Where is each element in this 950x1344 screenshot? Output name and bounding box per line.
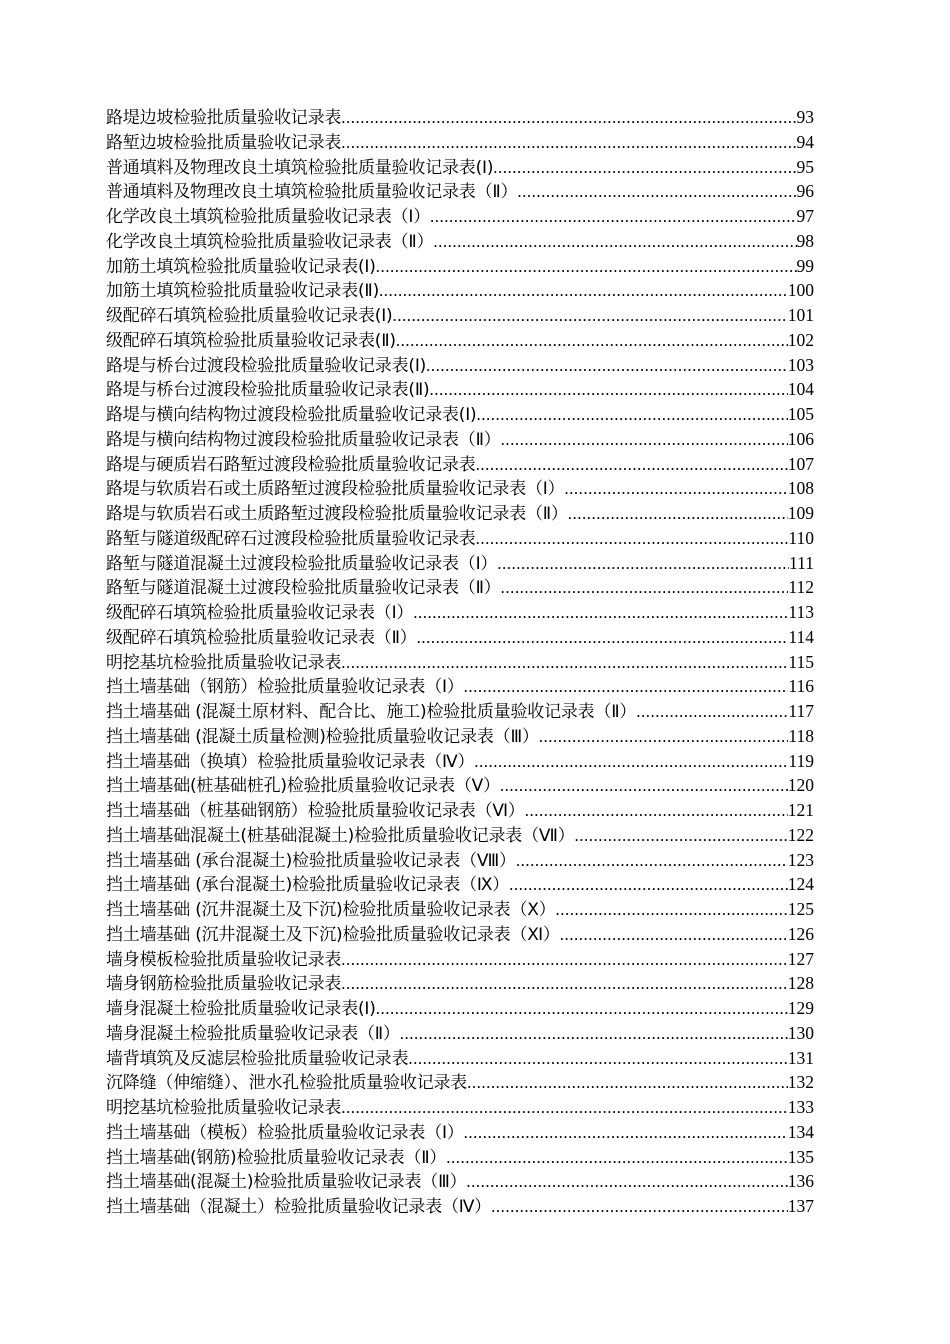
toc-entry-title: 挡土墙基础（混凝土）检验批质量验收记录表（Ⅳ）: [106, 1197, 492, 1217]
toc-entry-page-number: 104: [787, 379, 814, 400]
toc-entry-title: 级配碎石填筑检验批质量验收记录表（Ⅰ）: [106, 603, 414, 623]
toc-entry-title: 化学改良土填筑检验批质量验收记录表（Ⅱ）: [106, 231, 434, 252]
toc-entry-title: 墙身混凝土检验批质量验收记录表（Ⅱ）: [106, 1023, 400, 1044]
toc-entry-title: 明挖基坑检验批质量验收记录表: [106, 652, 342, 673]
toc-dot-leader: [491, 1195, 788, 1220]
toc-entry[interactable]: [106, 155, 814, 180]
toc-entry-page-number: 101: [787, 305, 814, 325]
toc-dot-leader: [413, 601, 788, 626]
toc-dot-leader: [400, 1022, 788, 1047]
toc-dot-leader: [446, 1146, 788, 1171]
toc-dot-leader: [341, 972, 788, 997]
toc-entry[interactable]: [106, 328, 814, 353]
toc-entry-page-number: 121: [787, 800, 814, 820]
toc-entry-page-number: 110: [788, 527, 814, 548]
toc-dot-leader: [525, 799, 788, 824]
toc-dot-leader: [500, 774, 788, 799]
toc-entry-title: 挡土墙基础混凝土(桩基础混凝土)检验批质量验收记录表（Ⅶ）: [106, 825, 575, 846]
toc-entry-title: 挡土墙基础 (沉井混凝土及下沉)检验批质量验收记录表（Ⅺ）: [106, 924, 560, 945]
toc-entry-title: 级配碎石填筑检验批质量验收记录表(Ⅰ): [106, 306, 393, 326]
toc-entry[interactable]: [106, 1145, 814, 1170]
toc-entry-page-number: 111: [789, 552, 814, 573]
toc-entry[interactable]: [106, 1070, 814, 1095]
toc-entry-title: 级配碎石填筑检验批质量验收记录表（Ⅱ）: [106, 627, 417, 648]
toc-dot-leader: [341, 106, 796, 131]
toc-dot-leader: [408, 1047, 787, 1072]
toc-entry-page-number: 127: [787, 948, 814, 969]
toc-dot-leader: [493, 156, 796, 181]
toc-dot-leader: [433, 230, 796, 255]
toc-entry-title: 路堤与桥台过渡段检验批质量验收记录表(Ⅱ): [106, 380, 430, 401]
toc-entry-title: 挡土墙基础 (混凝土质量检测)检验批质量验收记录表（Ⅲ）: [106, 726, 539, 747]
toc-dot-leader: [509, 873, 788, 898]
table-of-contents: [106, 105, 814, 1219]
toc-dot-leader: [376, 255, 797, 280]
toc-dot-leader: [467, 1071, 788, 1096]
toc-entry[interactable]: [106, 1046, 814, 1071]
toc-entry[interactable]: [106, 947, 814, 972]
toc-dot-leader: [341, 131, 796, 156]
toc-dot-leader: [568, 502, 788, 527]
toc-entry[interactable]: [106, 105, 814, 130]
toc-dot-leader: [560, 923, 788, 948]
toc-entry-page-number: 133: [787, 1097, 814, 1117]
toc-entry-page-number: 124: [787, 874, 814, 895]
toc-entry-page-number: 102: [787, 329, 814, 350]
toc-entry-page-number: 108: [787, 478, 814, 499]
toc-entry[interactable]: [106, 204, 814, 229]
toc-entry-page-number: 125: [787, 899, 814, 919]
toc-entry[interactable]: [106, 377, 814, 402]
toc-entry-page-number: 96: [796, 181, 814, 202]
toc-entry[interactable]: [106, 278, 814, 303]
toc-entry-title: 路堤与软质岩石或土质路堑过渡段检验批质量验收记录表（Ⅱ）: [106, 504, 568, 524]
toc-entry-page-number: 128: [787, 973, 814, 994]
toc-dot-leader: [341, 948, 788, 973]
toc-entry-title: 路堑与隧道混凝土过渡段检验批质量验收记录表（Ⅰ）: [106, 553, 498, 574]
toc-entry-page-number: 126: [787, 923, 814, 944]
toc-entry-page-number: 135: [787, 1146, 814, 1167]
toc-dot-leader: [426, 354, 788, 379]
toc-entry-title: 挡土墙基础（桩基础钢筋）检验批质量验收记录表（Ⅵ）: [106, 801, 525, 821]
toc-entry[interactable]: [106, 452, 814, 477]
toc-entry-page-number: 120: [787, 775, 814, 796]
toc-entry[interactable]: [106, 179, 814, 204]
toc-entry-page-number: 107: [787, 453, 814, 474]
toc-entry-title: 路堑与隧道级配碎石过渡段检验批质量验收记录表: [106, 528, 476, 549]
toc-entry[interactable]: [106, 724, 814, 749]
toc-entry[interactable]: [106, 476, 814, 501]
toc-entry-title: 级配碎石填筑检验批质量验收记录表(Ⅱ): [106, 330, 396, 351]
toc-dot-leader: [417, 626, 789, 651]
toc-entry-page-number: 137: [787, 1196, 814, 1216]
toc-entry-page-number: 129: [787, 998, 814, 1018]
toc-entry[interactable]: [106, 823, 814, 848]
toc-entry[interactable]: [106, 427, 814, 452]
toc-entry-page-number: 119: [788, 750, 814, 771]
toc-dot-leader: [429, 378, 787, 403]
toc-entry[interactable]: [106, 650, 814, 675]
toc-entry-title: 加筋土填筑检验批质量验收记录表(Ⅱ): [106, 281, 380, 302]
toc-dot-leader: [379, 279, 788, 304]
toc-dot-leader: [564, 477, 787, 502]
toc-entry-title: 挡土墙基础（模板）检验批质量验收记录表（Ⅰ）: [106, 1122, 464, 1143]
toc-dot-leader: [636, 700, 788, 725]
toc-dot-leader: [516, 849, 788, 874]
toc-entry-title: 挡土墙基础 (承台混凝土)检验批质量验收记录表（Ⅷ）: [106, 850, 516, 871]
toc-entry[interactable]: [106, 229, 814, 254]
toc-entry-title: 路堤与桥台过渡段检验批质量验收记录表(Ⅰ): [106, 355, 427, 376]
toc-entry-title: 普通填料及物理改良土填筑检验批质量验收记录表（Ⅱ）: [106, 182, 518, 203]
toc-entry-title: 化学改良土填筑检验批质量验收记录表（Ⅰ）: [106, 207, 431, 227]
toc-dot-leader: [464, 1121, 788, 1146]
toc-dot-leader: [497, 552, 789, 577]
toc-dot-leader: [539, 725, 789, 750]
toc-entry[interactable]: [106, 254, 814, 279]
toc-entry-page-number: 118: [788, 725, 814, 746]
toc-entry-page-number: 115: [788, 651, 814, 672]
toc-entry-page-number: 112: [788, 577, 814, 598]
toc-entry[interactable]: [106, 699, 814, 724]
toc-dot-leader: [392, 304, 787, 329]
toc-entry-title: 墙身钢筋检验批质量验收记录表: [106, 974, 342, 995]
toc-entry[interactable]: [106, 674, 814, 699]
toc-entry[interactable]: [106, 1021, 814, 1046]
toc-entry-title: 明挖基坑检验批质量验收记录表: [106, 1098, 342, 1118]
toc-entry[interactable]: [106, 897, 814, 922]
toc-entry[interactable]: [106, 773, 814, 798]
toc-entry-title: 路堤与软质岩石或土质路堑过渡段检验批质量验收记录表（Ⅰ）: [106, 479, 565, 500]
toc-entry-page-number: 114: [788, 626, 814, 647]
toc-entry-page-number: 99: [796, 255, 814, 276]
toc-entry-page-number: 93: [796, 107, 814, 127]
toc-entry-title: 路堤与横向结构物过渡段检验批质量验收记录表（Ⅱ）: [106, 429, 501, 450]
toc-entry-title: 挡土墙基础（钢筋）检验批质量验收记录表（Ⅰ）: [106, 677, 464, 698]
toc-entry-title: 墙背填筑及反滤层检验批质量验收记录表: [106, 1048, 409, 1069]
toc-dot-leader: [396, 329, 788, 354]
toc-dot-leader: [466, 1170, 787, 1195]
toc-entry[interactable]: [106, 303, 814, 328]
toc-entry-title: 挡土墙基础(钢筋)检验批质量验收记录表（Ⅱ）: [106, 1147, 447, 1168]
toc-dot-leader: [376, 997, 788, 1022]
toc-entry-title: 路堑边坡检验批质量验收记录表: [106, 132, 342, 153]
toc-entry-page-number: 134: [787, 1121, 814, 1142]
toc-entry[interactable]: [106, 971, 814, 996]
toc-entry[interactable]: [106, 798, 814, 823]
toc-entry-page-number: 117: [788, 701, 814, 721]
toc-entry-title: 路堑与隧道混凝土过渡段检验批质量验收记录表（Ⅱ）: [106, 578, 501, 599]
toc-entry[interactable]: [106, 1095, 814, 1120]
toc-entry-page-number: 122: [787, 824, 814, 845]
toc-entry-title: 路堤与横向结构物过渡段检验批质量验收记录表(Ⅰ): [106, 405, 477, 425]
toc-entry-title: 路堤边坡检验批质量验收记录表: [106, 108, 342, 128]
toc-entry-title: 挡土墙基础(混凝土)检验批质量验收记录表（Ⅲ）: [106, 1172, 467, 1193]
toc-dot-leader: [575, 824, 788, 849]
toc-entry-page-number: 109: [787, 503, 814, 523]
toc-entry[interactable]: [106, 402, 814, 427]
toc-entry-page-number: 105: [787, 404, 814, 424]
toc-entry[interactable]: [106, 848, 814, 873]
toc-dot-leader: [517, 180, 796, 205]
toc-entry[interactable]: [106, 575, 814, 600]
toc-dot-leader: [464, 675, 789, 700]
toc-entry-page-number: 106: [787, 428, 814, 449]
toc-entry-title: 挡土墙基础（换填）检验批质量验收记录表（Ⅳ）: [106, 751, 475, 772]
toc-entry[interactable]: [106, 353, 814, 378]
toc-entry-title: 挡土墙基础(桩基础桩孔)检验批质量验收记录表（Ⅴ）: [106, 776, 500, 797]
toc-entry-title: 普通填料及物理改良土填筑检验批质量验收记录表(Ⅰ): [106, 157, 494, 178]
toc-dot-leader: [501, 576, 789, 601]
toc-entry[interactable]: [106, 551, 814, 576]
toc-entry-page-number: 132: [787, 1072, 814, 1093]
toc-entry-title: 路堤与硬质岩石路堑过渡段检验批质量验收记录表: [106, 454, 476, 475]
toc-entry-page-number: 100: [787, 280, 814, 301]
toc-entry-page-number: 97: [796, 206, 814, 226]
toc-entry[interactable]: [106, 600, 814, 625]
toc-entry-title: 挡土墙基础 (混凝土原材料、配合比、施工)检验批质量验收记录表（Ⅱ）: [106, 702, 637, 722]
toc-entry[interactable]: [106, 1169, 814, 1194]
toc-dot-leader: [476, 527, 789, 552]
toc-entry-title: 挡土墙基础 (承台混凝土)检验批质量验收记录表（Ⅸ）: [106, 875, 510, 896]
toc-dot-leader: [430, 205, 796, 230]
toc-entry[interactable]: [106, 625, 814, 650]
toc-dot-leader: [341, 651, 788, 676]
toc-dot-leader: [556, 898, 788, 923]
toc-entry[interactable]: [106, 872, 814, 897]
toc-entry-page-number: 116: [788, 676, 814, 697]
toc-entry-page-number: 136: [787, 1171, 814, 1192]
toc-dot-leader: [501, 428, 788, 453]
toc-entry-page-number: 131: [787, 1047, 814, 1068]
toc-entry-title: 加筋土填筑检验批质量验收记录表(Ⅰ): [106, 256, 376, 277]
toc-entry-title: 挡土墙基础 (沉井混凝土及下沉)检验批质量验收记录表（Ⅹ）: [106, 900, 556, 920]
toc-dot-leader: [476, 403, 787, 428]
toc-entry[interactable]: [106, 526, 814, 551]
toc-entry[interactable]: [106, 749, 814, 774]
toc-entry-title: 墙身混凝土检验批质量验收记录表(Ⅰ): [106, 999, 376, 1019]
toc-dot-leader: [474, 750, 788, 775]
toc-entry[interactable]: [106, 996, 814, 1021]
toc-entry[interactable]: [106, 501, 814, 526]
toc-entry[interactable]: [106, 130, 814, 155]
toc-entry[interactable]: [106, 1120, 814, 1145]
toc-entry-page-number: 113: [788, 602, 814, 622]
toc-dot-leader: [341, 1096, 788, 1121]
toc-entry-page-number: 103: [787, 354, 814, 375]
toc-entry[interactable]: [106, 1194, 814, 1219]
toc-entry-page-number: 94: [796, 131, 814, 152]
toc-entry-page-number: 123: [787, 849, 814, 870]
toc-entry-page-number: 95: [796, 156, 814, 177]
toc-entry-page-number: 130: [787, 1022, 814, 1043]
toc-dot-leader: [476, 453, 788, 478]
toc-entry[interactable]: [106, 922, 814, 947]
toc-entry-title: 墙身模板检验批质量验收记录表: [106, 949, 342, 970]
toc-entry-title: 沉降缝（伸缩缝）、泄水孔检验批质量验收记录表: [106, 1073, 468, 1094]
toc-entry-page-number: 98: [796, 230, 814, 251]
